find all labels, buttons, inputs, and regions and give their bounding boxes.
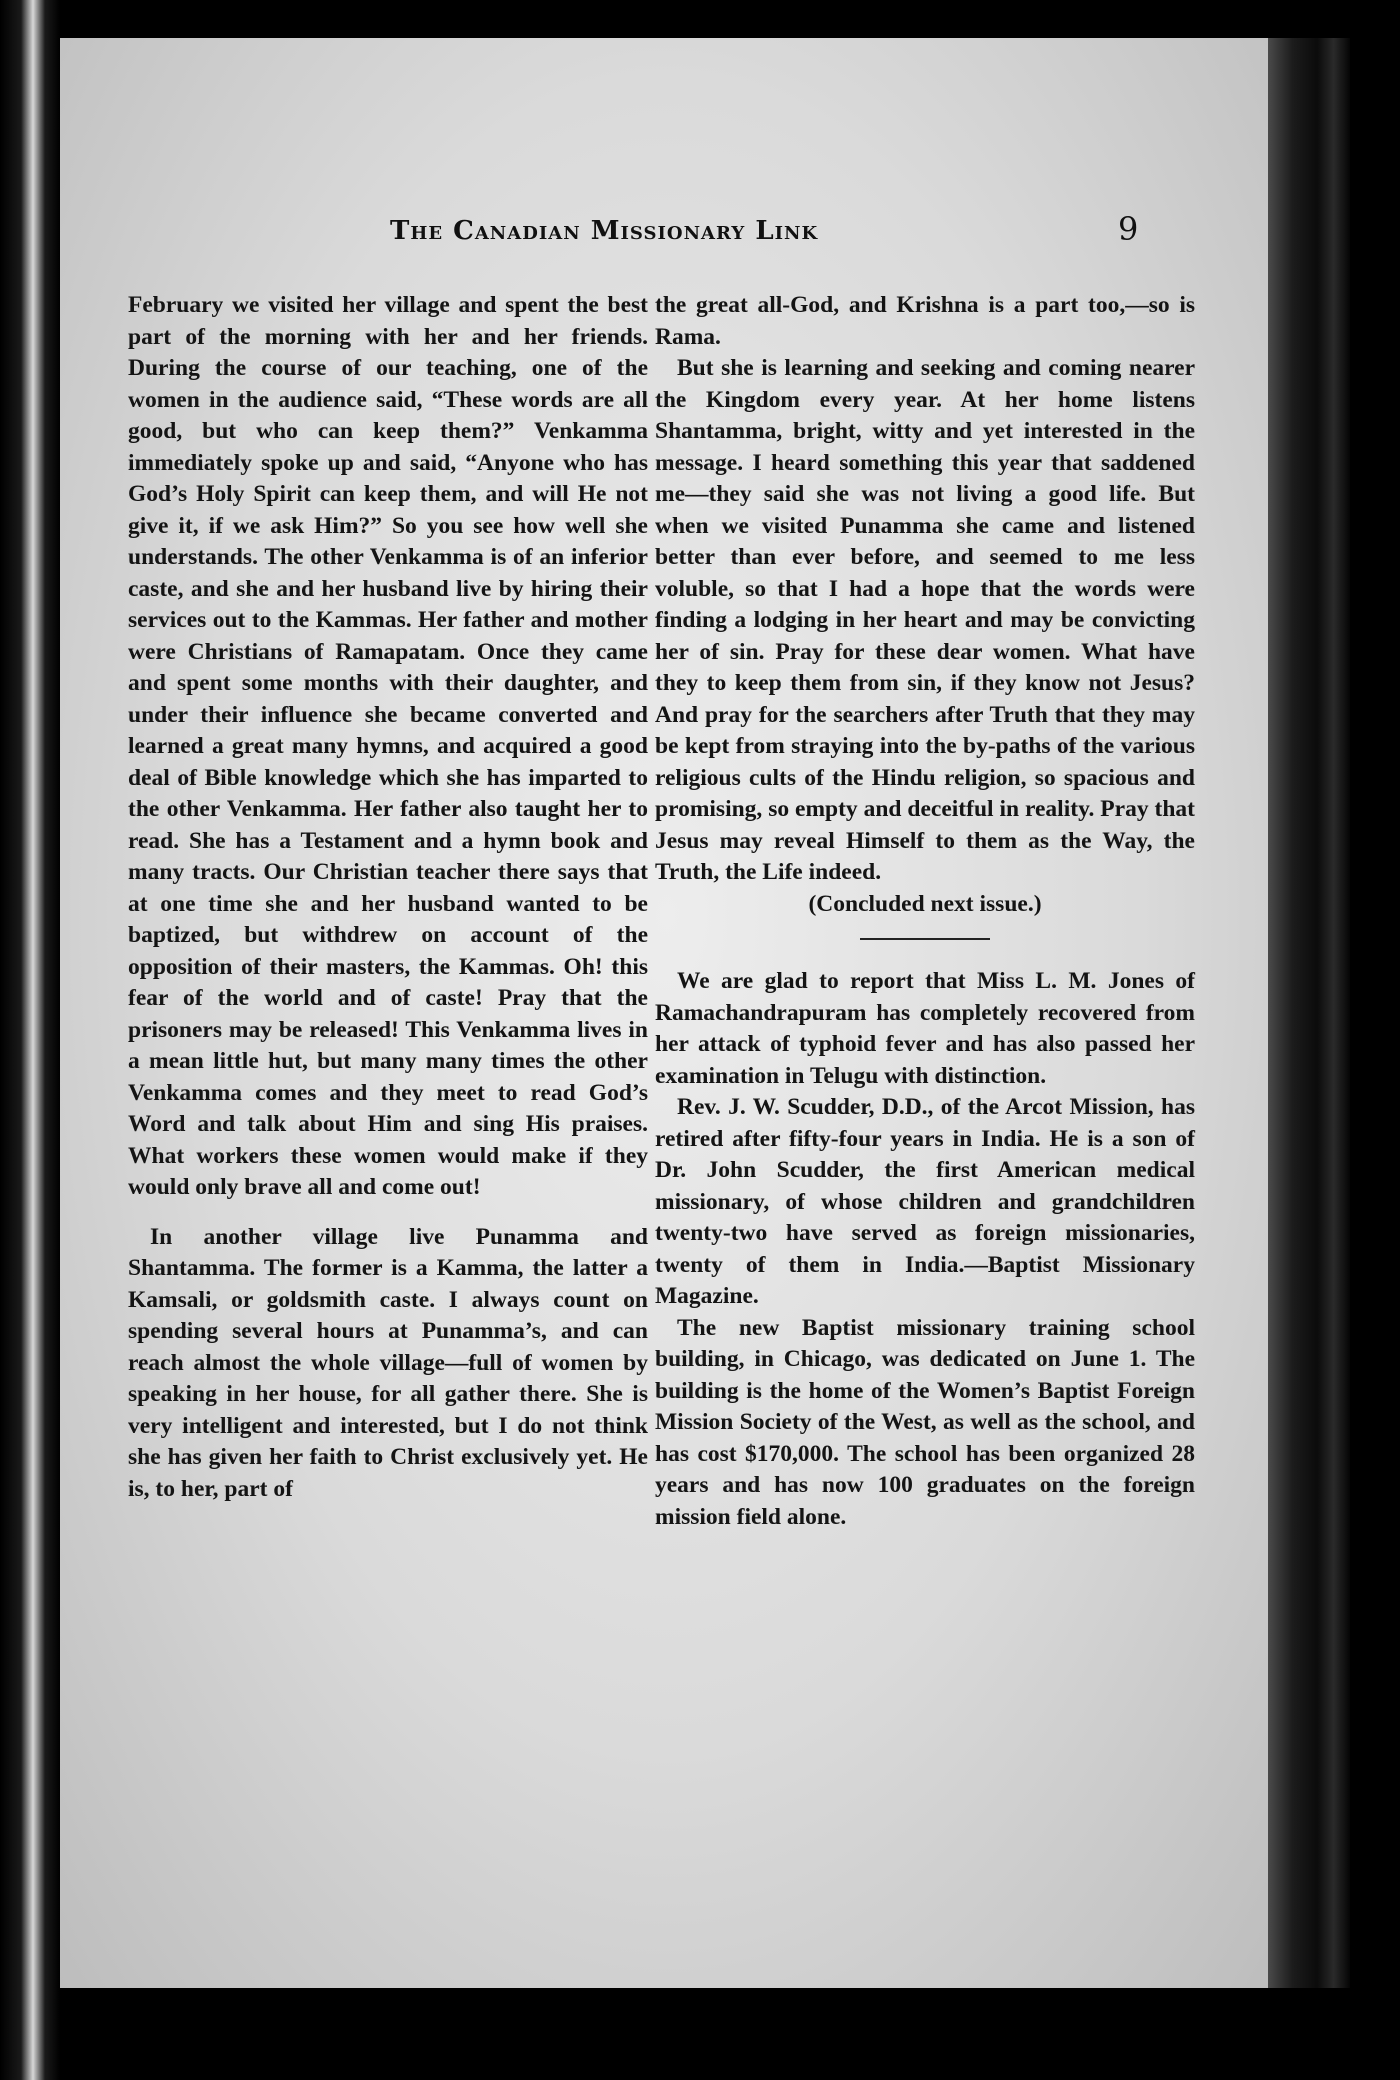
paragraph-punamma: In another village live Punamma and Shantamma. The former is a Kamma, the latter a Kamsali, or goldsmith caste. I always count on spending several hours at Punamma’s, and can reach almost the whole village—full of women by speaking in her house, for all gather there. She is very intelligent and interested, but I do not think she has given her faith to Christ exclusively yet. He is, to her, part of [128, 1223, 648, 1502]
concluded-note: (Concluded next issue.) [808, 890, 1042, 917]
right-column [655, 290, 1195, 1533]
left-page-edge [0, 0, 60, 2080]
running-head: The Canadian Missionary Link [390, 216, 819, 246]
page-header [60, 188, 1275, 248]
paragraph-training-school: The new Baptist missionary training school building, in Chicago, was dedicated on June 1. The building is the home of the Women’s Baptist Foreign Mission Society of the West, as well as the school, and has cost $170,000. The school has been organized 28 years and has now 100 graduates on the foreign mission field alone. [655, 1314, 1195, 1530]
paragraph-miss-jones: We are glad to report that Miss L. M. Jones of Ramachandrapuram has completely recovered from her attack of typhoid fever and has also passed her examination in Telugu with distinction. [655, 968, 1195, 1089]
paragraph-scudder: Rev. J. W. Scudder, D.D., of the Arcot Mission, has retired after fifty-four years in India. He is a son of Dr. John Scudder, the first American medical missionary, of whose children and grandchildren twenty-two have served as foreign missionaries, twenty of them in India.—Baptist Missionary Magazine. [655, 1094, 1195, 1309]
section-divider [860, 938, 990, 940]
book-spine [1268, 38, 1350, 1988]
left-column [128, 290, 648, 1505]
paragraph-venkamma: February we visited her village and spent the best part of the morning with her and her friends. During the course of our teaching, one of the women in the audience said, “These words are all good, but who can keep them?” Venkamma immediately spoke up and said, “Anyone who has God’s Holy Spirit can keep them, and will He not give it, if we ask Him?” So you see how well she understands. The other Venkamma is of an inferior caste, and she and her husband live by hiring their services out to the Kammas. Her father and mother were Christians of Ramapatam. Once they came and spent some months with their daughter, and under their influence she became converted and learned a great many hymns, and acquired a good deal of Bible knowledge which she has imparted to the other Venkamma. Her father also taught her to read. She has a Testament and a hymn book and many tracts. Our Christian teacher there says that at one time she and her husband wanted to be baptized, but withdrew on account of the opposition of their masters, the Kammas. Oh! this fear of the world and of caste! Pray that the prisoners may be released! This Venkamma lives in a mean little hut, but many many times the other Venkamma comes and they meet to read God’s Word and talk about Him and sing His praises. What workers these women would make if they would only brave all and come out! [128, 292, 648, 1200]
paragraph-all-god: the great all-God, and Krishna is a part too,—so is Rama. [655, 292, 1195, 350]
book-page [60, 38, 1275, 1988]
page-number: 9 [1118, 210, 1139, 248]
paragraph-seeking: But she is learning and seeking and coming nearer the Kingdom every year. At her home listens Shantamma, bright, witty and yet interested in the message. I heard something this year that saddened me—they said she was not living a good life. But when we visited Punamma she came and listened better than ever before, and seemed to me less voluble, so that I had a hope that the words were finding a lodging in her heart and may be convicting her of sin. Pray for these dear women. What have they to keep them from sin, if they know not Jesus? And pray for the searchers after Truth that they may be kept from straying into the by-paths of the various religious cults of the Hindu religion, so spacious and promising, so empty and deceitful in reality. Pray that Jesus may reveal Himself to them as the Way, the Truth, the Life indeed. [655, 355, 1195, 885]
